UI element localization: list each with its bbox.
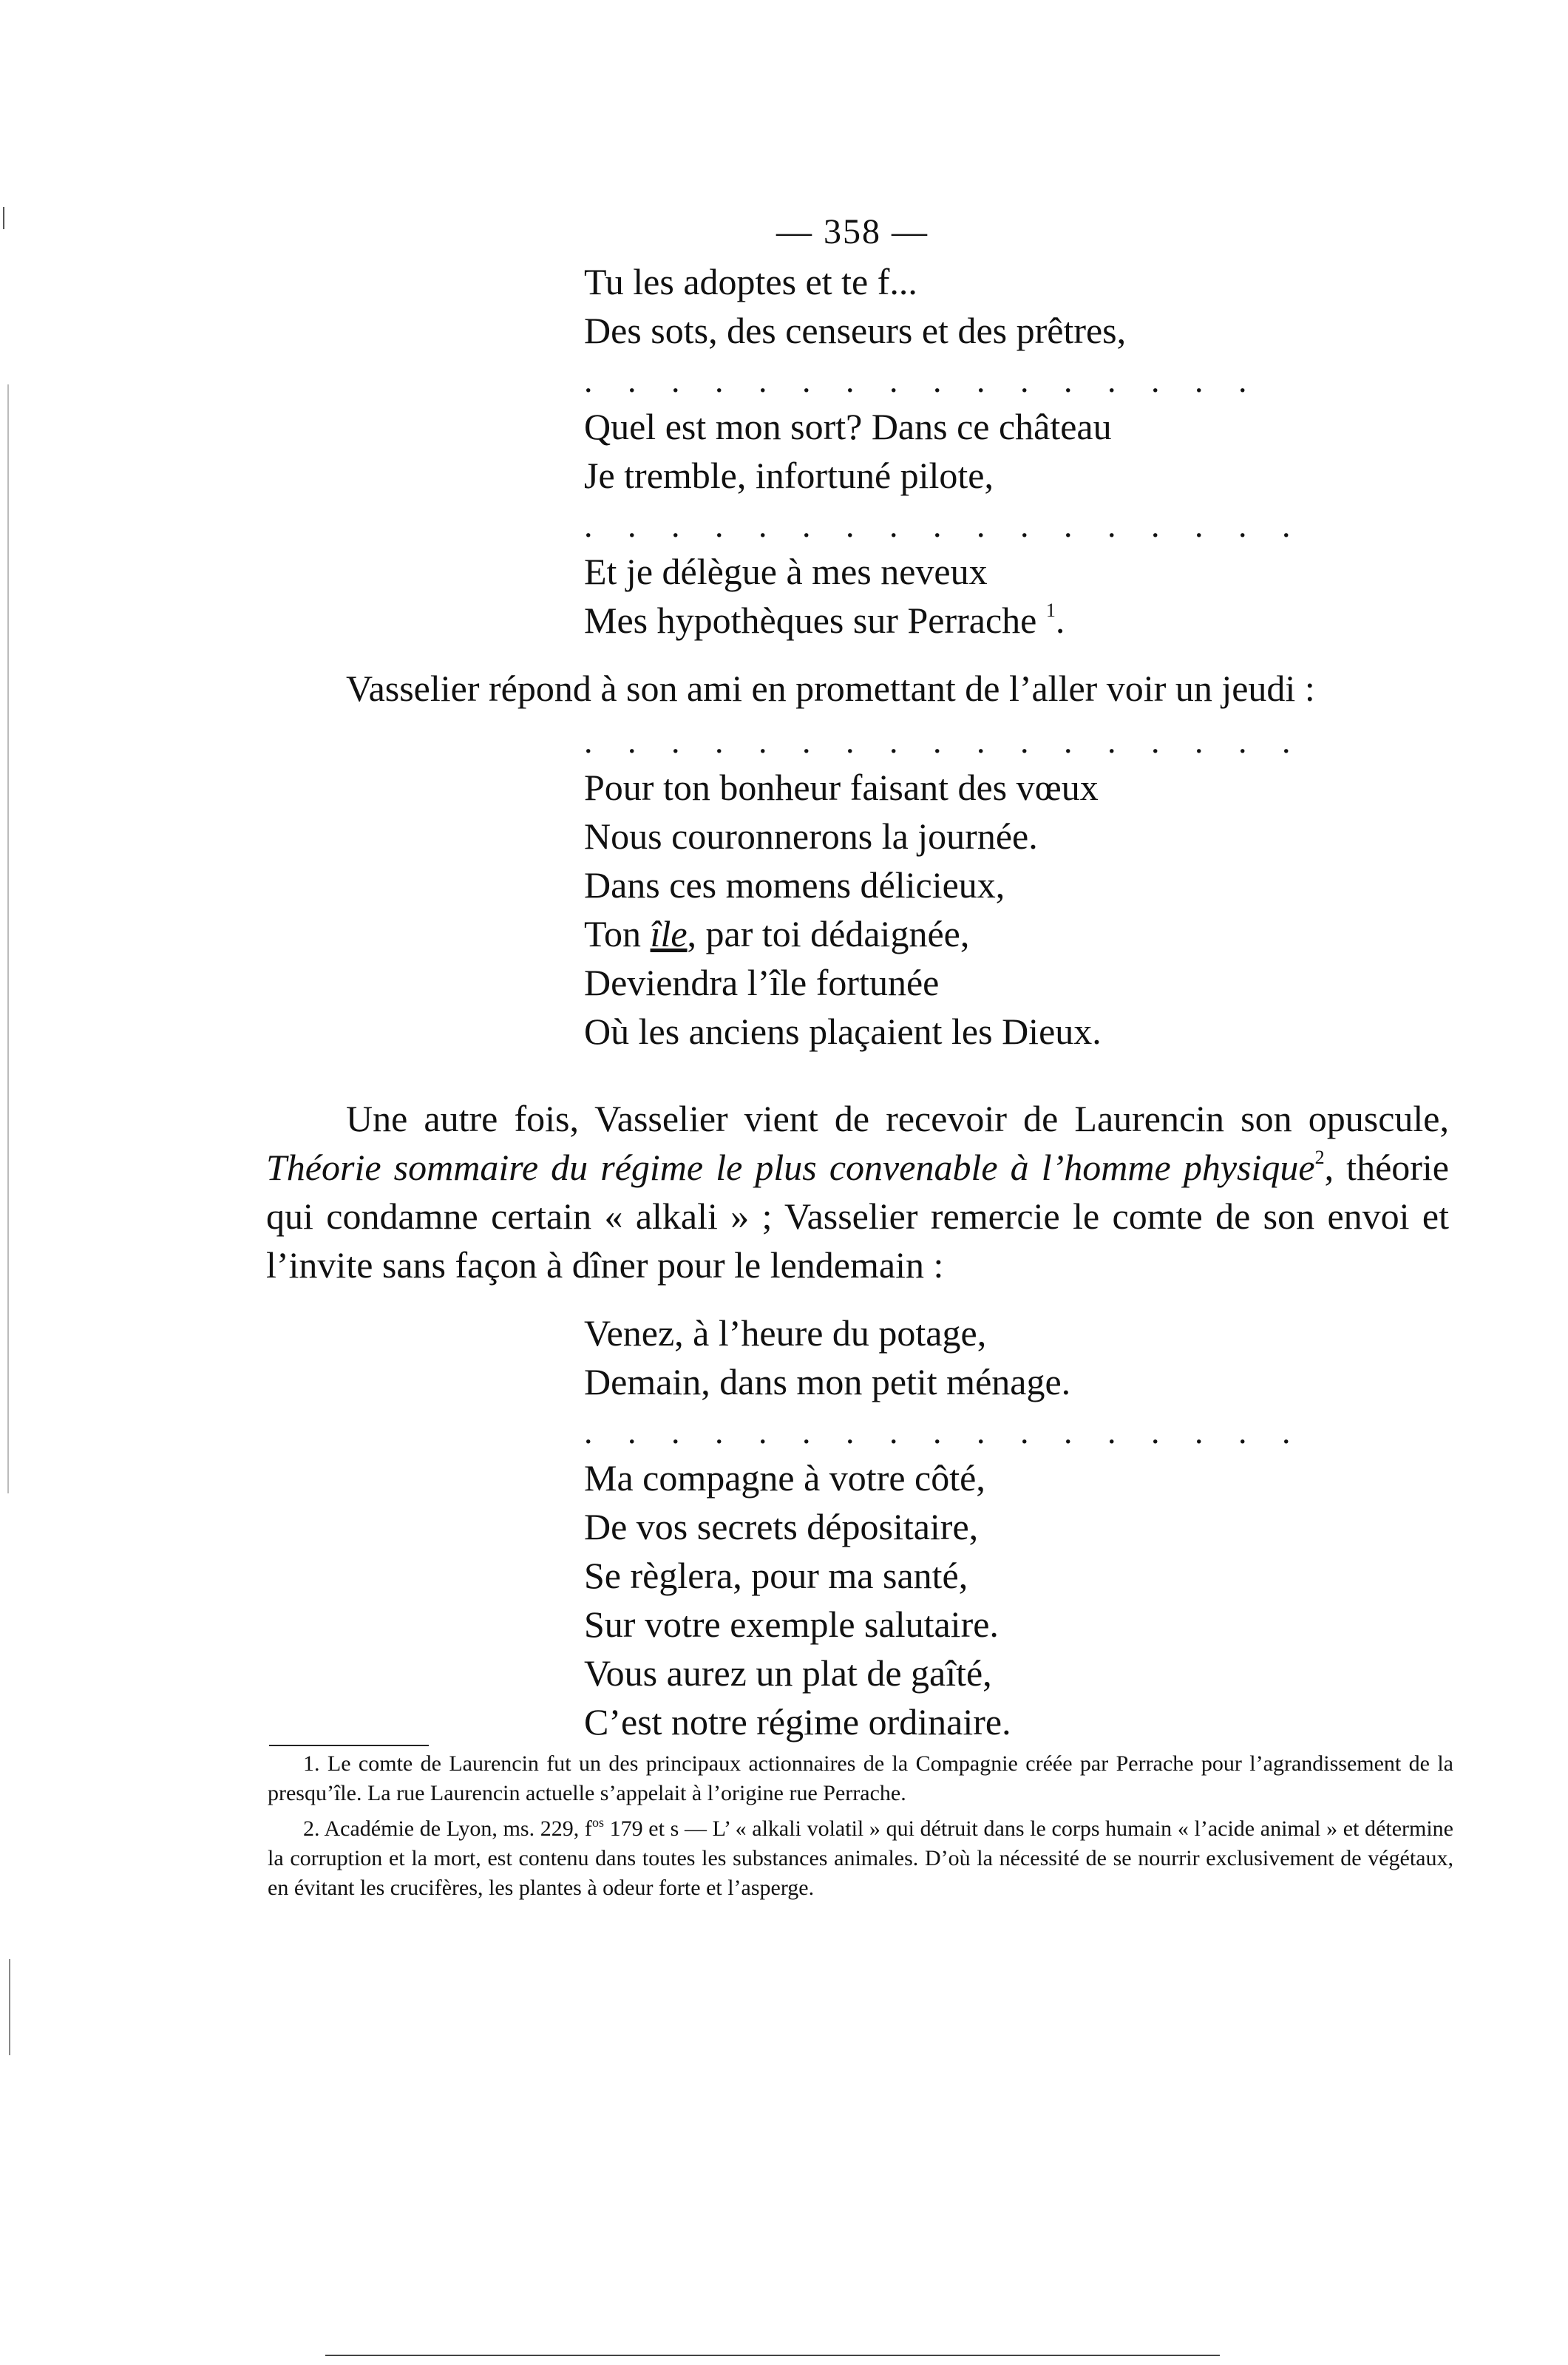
- verse-line: Quel est mon sort? Dans ce château: [584, 406, 1112, 447]
- verse-block-3: [584, 1312, 1304, 1749]
- paragraph-text: [266, 1094, 1449, 1289]
- scan-edge-mark: [3, 207, 4, 229]
- verse-line: Ma compagne à votre côté,: [584, 1457, 985, 1499]
- paragraph-text: Vasselier répond à son ami en promettant de l’aller voir un jeudi :: [346, 668, 1315, 709]
- scan-bottom-edge: [325, 2355, 1220, 2356]
- footnote-2: [268, 1814, 1453, 1903]
- footnote-ref-1: 1: [1045, 600, 1056, 621]
- scan-edge-mark: [7, 384, 9, 1493]
- verse-line: Nous couronnerons la journée.: [584, 815, 1038, 857]
- ellipsis-line: . . . . . . . . . . . . . . . .: [584, 362, 1260, 399]
- verse-end-punct: .: [1055, 600, 1065, 641]
- ellipsis-line: . . . . . . . . . . . . . . . . .: [584, 722, 1304, 760]
- verse-line: Demain, dans mon petit ménage.: [584, 1361, 1071, 1402]
- ellipsis-line: . . . . . . . . . . . . . . . . .: [584, 1413, 1304, 1450]
- verse-line: Où les anciens plaçaient les Dieux.: [584, 1011, 1102, 1052]
- footnote-ref-2: 2: [1314, 1147, 1325, 1168]
- work-title: Théorie sommaire du régime le plus convenable à l’homme physique: [266, 1147, 1315, 1188]
- paragraph-part: , théorie qui condamne certain « alkali » ; Vasselier remercie le comte de son envoi et l’invite sans façon à dîner pour le lendemain :: [266, 1147, 1449, 1286]
- page-number: — 358 —: [776, 212, 929, 251]
- footnote-sup: os: [591, 1815, 604, 1830]
- verse-block-1: [584, 260, 1304, 648]
- verse-line: Dans ces momens délicieux,: [584, 864, 1005, 906]
- verse-line: Des sots, des censeurs et des prêtres,: [584, 310, 1127, 351]
- verse-line: Venez, à l’heure du potage,: [584, 1312, 987, 1354]
- verse-line-with-note: [584, 599, 1304, 648]
- verse-line: Pour ton bonheur faisant des vœux: [584, 767, 1099, 808]
- footnote-1: 1. Le comte de Laurencin fut un des principaux actionnaires de la Compagnie créée par Perrache pour l’agrandissement de la presqu’île. La rue Laurencin actuelle s’appelait à l’origine rue Perrache.: [268, 1751, 1453, 1805]
- verse-line: De vos secrets dépositaire,: [584, 1506, 979, 1547]
- footnote-text: 2. Académie de Lyon, ms. 229, f: [303, 1816, 592, 1841]
- footnote-text: 179 et s — L’ « alkali volatil » qui détruit dans le corps humain « l’acide animal » et détermine la corruption et la mort, est contenu dans toutes les substances animales. D’où la nécessité de se nourrir exclusivement de végétaux, en évitant les crucifères, les plantes à odeur forte et l’asperge.: [268, 1816, 1453, 1900]
- footnote-separator: [269, 1745, 429, 1746]
- verse-emphasis: île: [650, 913, 688, 954]
- verse-line: Vous aurez un plat de gaîté,: [584, 1652, 992, 1694]
- prose-paragraph-2: [266, 1094, 1449, 1289]
- verse-line: Je tremble, infortuné pilote,: [584, 455, 994, 496]
- ellipsis-line: . . . . . . . . . . . . . . . . .: [584, 506, 1304, 544]
- verse-line: Sur votre exemple salutaire.: [584, 1604, 999, 1645]
- verse-block-2: [584, 719, 1304, 1059]
- verse-line: Et je délègue à mes neveux: [584, 551, 988, 592]
- verse-line: Deviendra l’île fortunée: [584, 962, 940, 1003]
- verse-text: , par toi dédaignée,: [687, 913, 970, 954]
- verse-line: Se règlera, pour ma santé,: [584, 1555, 968, 1596]
- verse-line: C’est notre régime ordinaire.: [584, 1701, 1011, 1743]
- footnotes: [268, 1749, 1453, 1909]
- paragraph-part: Une autre fois, Vasselier vient de recevoir de Laurencin son opuscule,: [346, 1098, 1449, 1139]
- verse-line: Tu les adoptes et te f...: [584, 261, 917, 302]
- verse-line-ile: [584, 912, 1304, 961]
- scan-edge-mark: [9, 1959, 10, 2055]
- verse-text: Ton: [584, 913, 651, 954]
- verse-line-text: Mes hypothèques sur Perrache: [584, 600, 1037, 641]
- prose-paragraph-1: [266, 664, 1449, 713]
